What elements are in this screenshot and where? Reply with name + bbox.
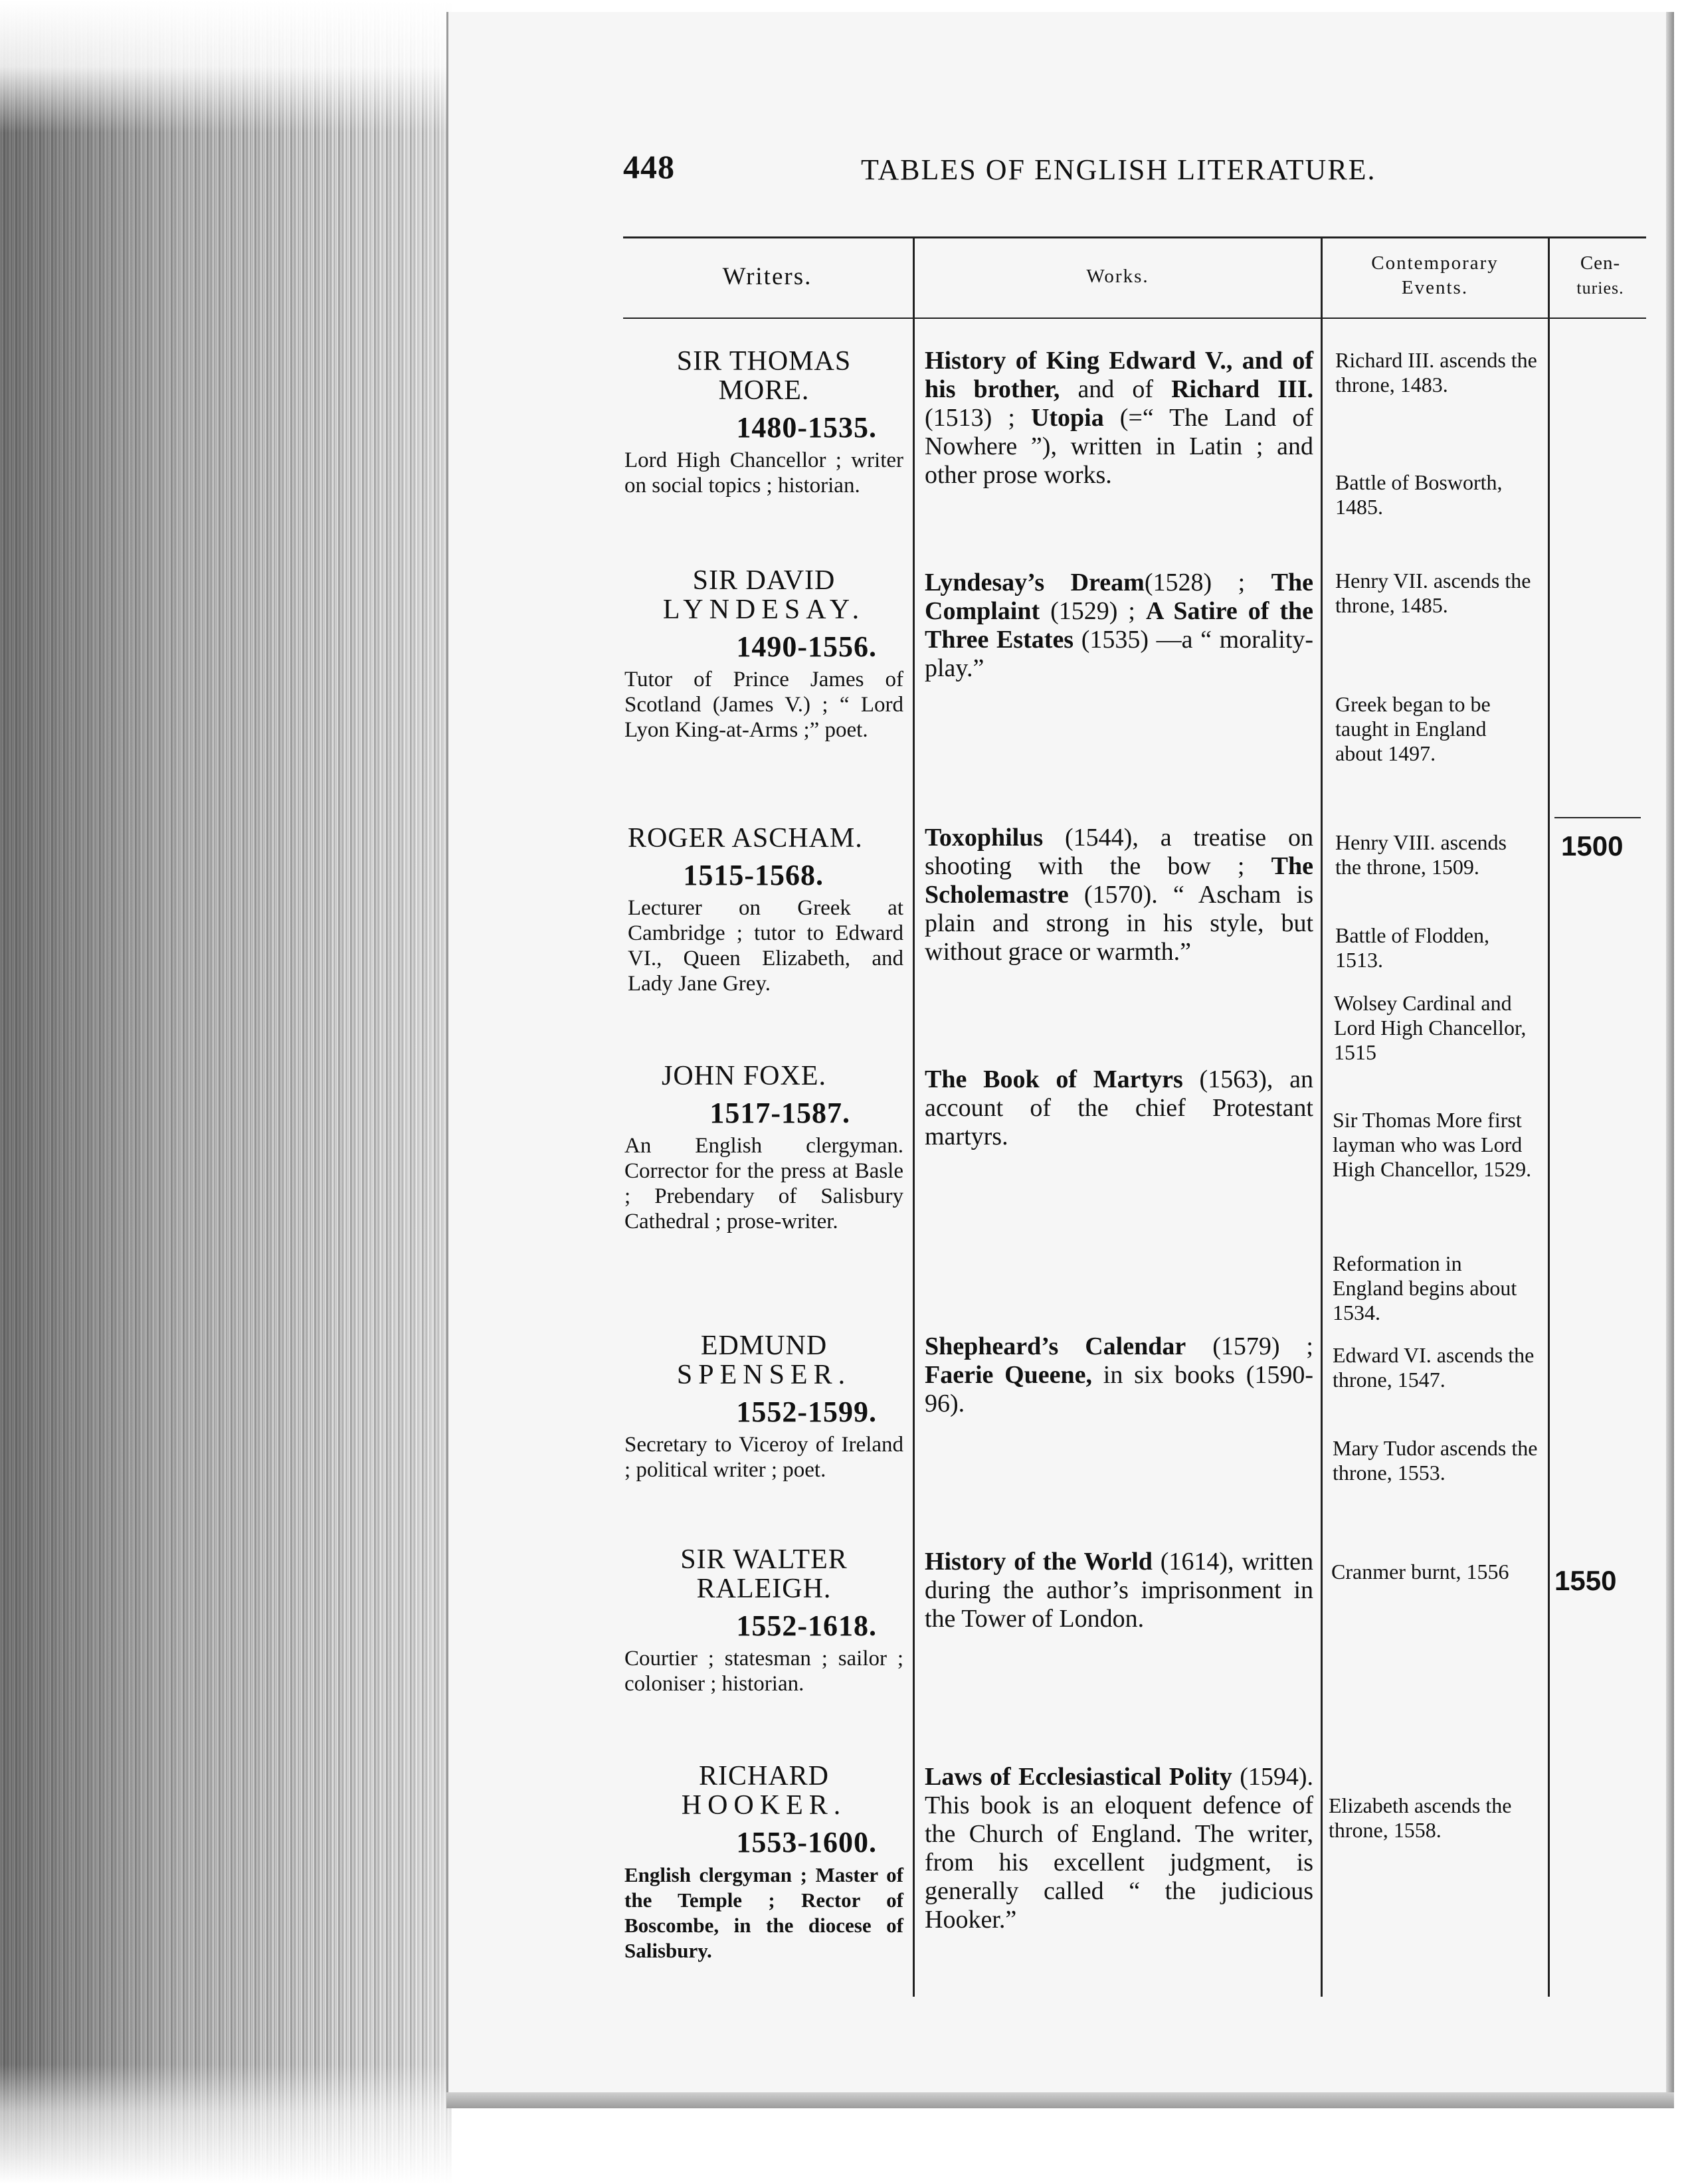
writer-dates: 1490-1556. — [736, 630, 877, 663]
writer-description: Courtier ; statesman ; sailor ; coloniser ; historian. — [624, 1647, 903, 1696]
writer-name-line2: SPENSER. — [676, 1360, 852, 1390]
work-text: (1594). This book is an eloquent defence of the Church of England. The writer, from his excellent judgment, is generally called “ the judicious Hooker.” — [925, 1763, 1313, 1934]
event-henry-vii: Henry VII. ascends the throne, 1485. — [1335, 569, 1531, 617]
event-reformation: Reformation in England begins about 1534. — [1333, 1251, 1517, 1324]
column-header-events — [1323, 251, 1546, 300]
edge-shadow — [0, 0, 452, 2184]
work-text: (1535) —a “ morality-play.” — [925, 626, 1313, 682]
work-text: (1579) ; — [1186, 1332, 1313, 1360]
table-top-rule — [623, 236, 1646, 238]
work-title: Toxophilus — [925, 824, 1044, 852]
edge-highlight-bottom — [0, 2064, 452, 2184]
column-header-events-line2: Events. — [1401, 277, 1469, 298]
writer-entry-hooker — [624, 1762, 903, 1963]
writer-entry-ascham — [628, 824, 903, 996]
work-text: (1513) ; — [925, 404, 1031, 432]
writer-name-line1: JOHN FOXE. — [661, 1061, 826, 1091]
writer-description: Secretary to Viceroy of Ireland ; political writer ; poet. — [624, 1433, 903, 1482]
work-text: and of — [1060, 375, 1172, 403]
work-title: A Satire of the Three Estates — [925, 597, 1313, 654]
century-1500: 1500 — [1561, 830, 1624, 862]
writer-dates: 1515-1568. — [683, 859, 824, 891]
writer-name-line1: SIR WALTER — [680, 1544, 848, 1575]
column-header-centuries-line1: Cen- — [1580, 252, 1621, 274]
event-cranmer: Cranmer burnt, 1556 — [1331, 1560, 1509, 1584]
work-title: History of King Edward V., and of his brother, — [925, 347, 1313, 403]
event-edward-vi: Edward VI. ascends the throne, 1547. — [1333, 1343, 1535, 1392]
writer-name-line1: RICHARD — [698, 1761, 830, 1791]
writer-description: English clergyman ; Master of the Temple ; Rector of Boscombe, in the diocese of Salisbury. — [624, 1863, 903, 1962]
event-henry-viii: Henry VIII. ascends the throne, 1509. — [1335, 830, 1507, 879]
table-header-rule — [623, 318, 1646, 319]
work-title: The Book of Martyrs — [925, 1065, 1183, 1093]
writer-name-line2: LYNDESAY. — [662, 594, 866, 625]
works-entry-more — [925, 347, 1313, 490]
writer-entry-lyndesay — [624, 566, 903, 743]
work-text: (1614), written during the author’s imprisonment in the Tower of London. — [925, 1548, 1313, 1633]
writer-name-line1: EDMUND — [700, 1330, 828, 1361]
work-title: The Scholemastre — [925, 852, 1313, 909]
event-flodden: Battle of Flodden, 1513. — [1335, 923, 1489, 972]
column-divider-works-events — [1321, 236, 1323, 1997]
writer-name-line1: SIR DAVID — [692, 565, 836, 596]
work-title: Faerie Queene, — [925, 1361, 1093, 1389]
column-header-centuries-line2: turies. — [1576, 278, 1624, 298]
column-divider-events-centuries — [1548, 236, 1550, 1997]
work-text: (1528) ; — [1144, 569, 1271, 596]
column-header-works: Works. — [1086, 266, 1149, 287]
works-entry-hooker — [925, 1763, 1313, 1934]
work-title: Richard III. — [1171, 375, 1313, 403]
work-title: Laws of Ecclesiastical Polity — [925, 1763, 1232, 1791]
column-header-centuries — [1550, 251, 1650, 300]
event-wolsey: Wolsey Cardinal and Lord High Chancellor, 1515 — [1334, 991, 1527, 1064]
writer-name-line2: MORE. — [718, 375, 810, 406]
writer-entry-foxe — [624, 1061, 903, 1234]
event-richard-iii: Richard III. ascends the throne, 1483. — [1335, 348, 1537, 397]
writer-dates: 1480-1535. — [736, 411, 877, 444]
writer-name-line2: HOOKER. — [681, 1790, 847, 1821]
page-right-edge — [1666, 12, 1674, 2104]
writer-description: An English clergyman. Corrector for the press at Basle ; Prebendary of Salisbury Cathedral ; prose-writer. — [624, 1134, 903, 1233]
century-rule-1500 — [1554, 817, 1641, 818]
work-text: (=“ The Land of Nowhere ”), written in Latin ; and other prose works. — [925, 404, 1313, 489]
work-title: The Complaint — [925, 569, 1313, 625]
works-entry-ascham — [925, 824, 1313, 966]
writer-dates: 1552-1599. — [736, 1396, 877, 1428]
column-divider-writers-works — [913, 236, 915, 1997]
event-bosworth: Battle of Bosworth, 1485. — [1335, 470, 1503, 519]
writer-entry-more — [624, 347, 903, 498]
column-header-events-line1: Contemporary — [1371, 252, 1499, 274]
writer-description: Lord High Chancellor ; writer on social topics ; historian. — [624, 448, 903, 498]
work-title: Shepheard’s Calendar — [925, 1332, 1186, 1360]
works-entry-spenser — [925, 1332, 1313, 1418]
column-header-writers: Writers. — [722, 263, 812, 290]
writer-description: Tutor of Prince James of Scotland (James V.) ; “ Lord Lyon King-at-Arms ;” poet. — [624, 668, 903, 742]
writer-name-line2: RALEIGH. — [696, 1574, 832, 1604]
works-entry-foxe — [925, 1065, 1313, 1151]
event-thomas-more: Sir Thomas More first layman who was Lord High Chancellor, 1529. — [1333, 1108, 1532, 1181]
writer-name-line1: ROGER ASCHAM. — [628, 823, 863, 854]
writer-dates: 1517-1587. — [709, 1097, 850, 1129]
works-entry-lyndesay — [925, 569, 1313, 683]
century-1550: 1550 — [1554, 1565, 1617, 1596]
work-title: Lyndesay’s Dream — [925, 569, 1145, 596]
work-title: Utopia — [1030, 404, 1104, 432]
work-text: (1544), a treatise on shooting with the bow ; — [925, 824, 1313, 880]
event-elizabeth: Elizabeth ascends the throne, 1558. — [1329, 1793, 1512, 1842]
writer-dates: 1552-1618. — [736, 1609, 877, 1642]
work-text: (1529) ; — [1040, 597, 1146, 625]
work-text: (1563), an account of the chief Protestant martyrs. — [925, 1065, 1313, 1150]
writer-name-line1: SIR THOMAS — [676, 346, 852, 377]
works-entry-raleigh — [925, 1548, 1313, 1633]
writer-entry-spenser — [624, 1331, 903, 1483]
running-title: TABLES OF ENGLISH LITERATURE. — [861, 153, 1376, 186]
edge-highlight-top — [0, 0, 452, 133]
writer-entry-raleigh — [624, 1545, 903, 1696]
writer-description: Lecturer on Greek at Cambridge ; tutor to Edward VI., Queen Elizabeth, and Lady Jane Grey. — [628, 896, 903, 996]
page-number: 448 — [623, 148, 675, 185]
work-text: in six books (1590-96). — [925, 1361, 1314, 1417]
work-title: History of the World — [925, 1548, 1153, 1576]
event-greek-taught: Greek began to be taught in England about 1497. — [1335, 692, 1491, 765]
event-mary-tudor: Mary Tudor ascends the throne, 1553. — [1333, 1436, 1538, 1485]
page-bottom-edge — [446, 2092, 1674, 2108]
work-text: (1570). “ Ascham is plain and strong in his style, but without grace or warmth.” — [925, 881, 1313, 966]
writer-dates: 1553-1600. — [736, 1826, 877, 1859]
